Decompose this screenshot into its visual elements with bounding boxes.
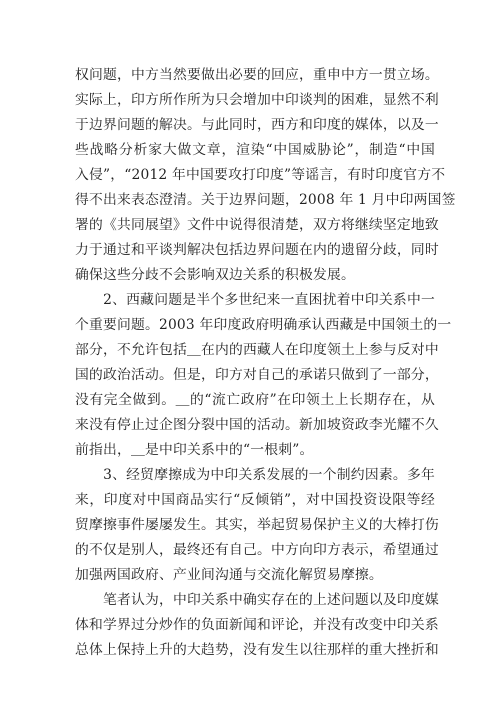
text-line: 个重要问题。2003 年印度政府明确承认西藏是中国领土的一 — [75, 317, 452, 333]
text-line: 些战略分析家大做文章，渲染“中国威胁论”，制造“中国 — [75, 142, 435, 158]
body-text — [75, 63, 456, 663]
text-line: 没有完全做到。＿的“流亡政府”在印领土上长期存在，从 — [75, 392, 435, 408]
text-line: 总体上保持上升的大趋势，没有发生以往那样的重大挫折和 — [75, 642, 439, 658]
text-line: 确保这些分歧不会影响双边关系的积极发展。 — [75, 267, 355, 283]
text-line: 署的《共同展望》文件中说得很清楚，双方将继续坚定地致 — [75, 217, 439, 233]
text-line: 入侵”，“2012 年中国要攻打印度”等谣言，有时印度官方不 — [75, 167, 446, 183]
text-line: 实际上，印方所作所为只会增加中印谈判的困难，显然不利 — [75, 92, 439, 108]
text-line: 得不出来表态澄清。关于边界问题，2008 年 1 月中印两国签 — [75, 192, 456, 208]
text-line: 于边界问题的解决。与此同时，西方和印度的媒体，以及一 — [75, 117, 439, 133]
text-line: 2、西藏问题是半个多世纪来一直困扰着中印关系中一 — [75, 292, 435, 308]
text-line: 权问题，中方当然要做出必要的回应，重申中方一贯立场。 — [75, 67, 439, 83]
text-line: 笔者认为，中印关系中确实存在的上述问题以及印度媒 — [75, 592, 439, 608]
text-line: 来，印度对中国商品实行“反倾销”，对中国投资设限等经 — [75, 492, 435, 508]
text-line: 的不仅是别人，最终还有自己。中方向印方表示，希望通过 — [75, 542, 439, 558]
text-line: 前指出，＿是中印关系中的“一根刺”。 — [75, 442, 314, 458]
text-line: 国的政治活动。但是，印方对自己的承诺只做到了一部分， — [75, 367, 439, 383]
text-line: 体和学界过分炒作的负面新闻和评论，并没有改变中印关系 — [75, 617, 439, 633]
text-line: 加强两国政府、产业间沟通与交流化解贸易摩擦。 — [75, 567, 383, 583]
text-line: 来没有停止过企图分裂中国的活动。新加坡资政李光耀不久 — [75, 417, 439, 433]
text-line: 部分，不允许包括＿在内的西藏人在印度领土上参与反对中 — [75, 342, 439, 358]
text-line: 贸摩擦事件屡屡发生。其实，举起贸易保护主义的大棒打伤 — [75, 517, 439, 533]
text-line: 3、经贸摩擦成为中印关系发展的一个制约因素。多年 — [75, 467, 435, 483]
text-line: 力于通过和平谈判解决包括边界问题在内的遗留分歧，同时 — [75, 242, 439, 258]
